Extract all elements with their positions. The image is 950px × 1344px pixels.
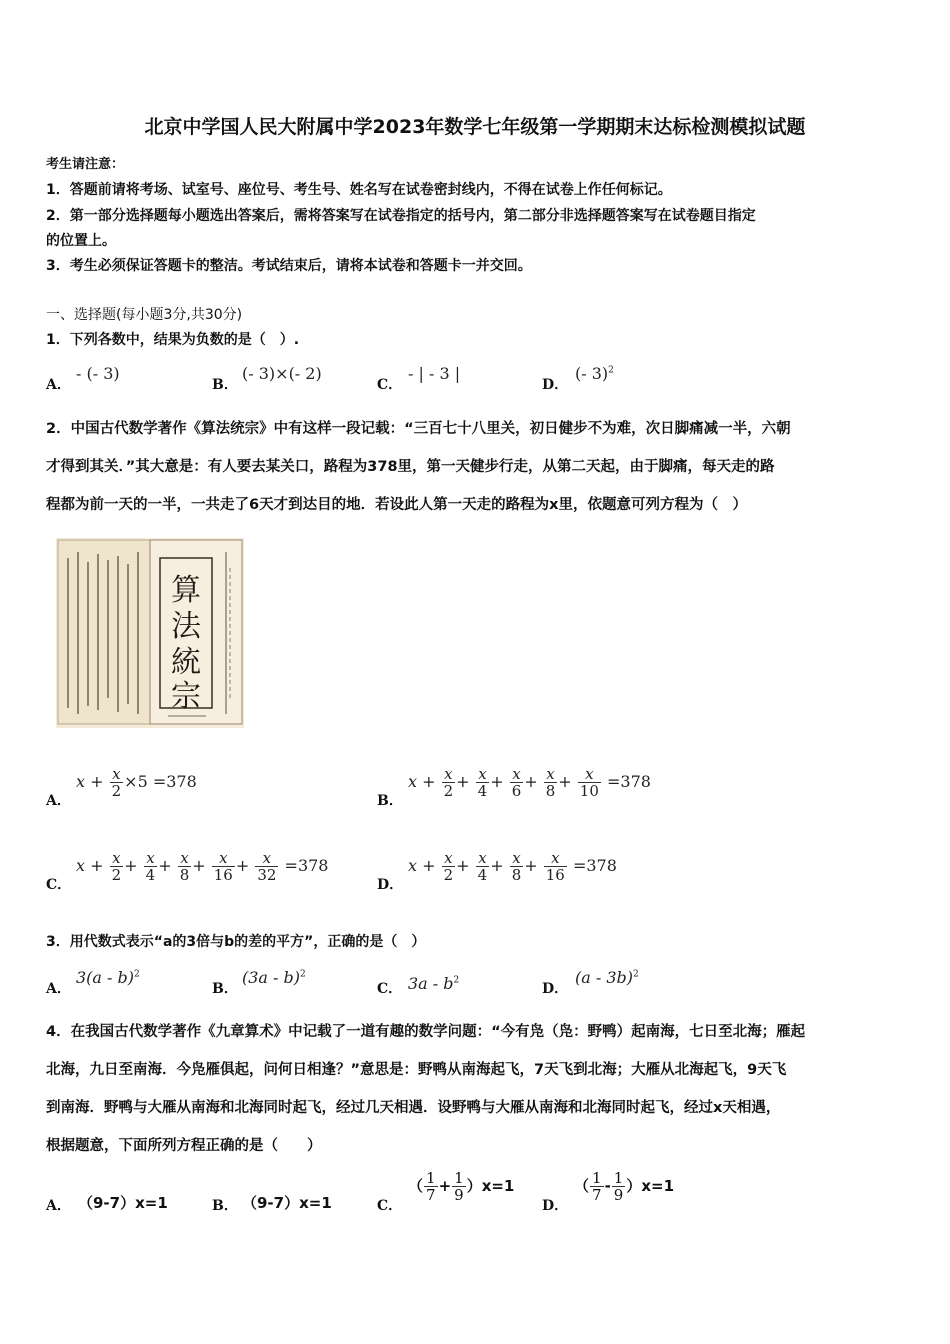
q3-option-a: 3(a - b)$^2$ (76, 968, 140, 987)
q3-stem: 3．用代数式表示“a的3倍与b的差的平方”，正确的是（ ） (46, 934, 426, 950)
notice-item-2-cont: 的位置上。 (46, 233, 116, 249)
book-title-char-2: 法 (171, 609, 201, 644)
q4-option-b-letter: B． (212, 1198, 238, 1214)
q1-option-c-letter: C． (377, 377, 403, 393)
q2-line-3: 程都为前一天的一半，一共走了6天才到达目的地．若设此人第一天走的路程为x里，依题意可列方程为（ ） (46, 497, 747, 513)
q4-line-1: 4．在我国古代数学著作《九章算术》中记载了一道有趣的数学问题：“今有凫（凫：野鸭）起南海，七日至北海；雁起 (46, 1024, 806, 1040)
section-heading: 一、选择题(每小题3分,共30分) (46, 307, 243, 323)
q2-option-c: x + $\frac{x}{2}$ + $\frac{x}{4}$ + $\frac{x}{8}$ + $\frac{x}{16}$ + $\frac{x}{32}$ =378 (76, 849, 329, 884)
q4-option-d: （ $\frac{1}{7}$ - $\frac{1}{9}$ ）x=1 (574, 1169, 675, 1204)
book-title-char-1: 算 (171, 573, 201, 608)
q1-option-a: - (- 3) (76, 364, 120, 383)
q2-option-a-letter: A． (46, 793, 71, 809)
notice-item-1: 1．答题前请将考场、试室号、座位号、考生号、姓名写在试卷密封线内，不得在试卷上作任何标记。 (46, 182, 672, 198)
q3-option-d-letter: D． (542, 981, 569, 997)
q1-option-b: (- 3)×(- 2) (242, 364, 322, 383)
q4-line-3: 到南海．野鸭与大雁从南海和北海同时起飞，经过几天相遇．设野鸭与大雁从南海和北海同时起飞，经过x天相遇， (46, 1100, 781, 1116)
q1-option-a-letter: A． (46, 377, 71, 393)
q4-stem (46, 1013, 906, 1165)
q2-option-c-letter: C． (46, 877, 72, 893)
q4-option-c-letter: C． (377, 1198, 403, 1214)
q2-option-b-letter: B． (377, 793, 403, 809)
q3-option-a-letter: A． (46, 981, 71, 997)
q3-option-c-letter: C． (377, 981, 403, 997)
q4-option-c: （ $\frac{1}{7}$ + $\frac{1}{9}$ ）x=1 (408, 1169, 515, 1204)
q4-line-2: 北海，九日至南海．今凫雁俱起，问何日相逢？”意思是：野鸭从南海起飞，7天飞到北海；大雁从北海起飞，9天飞 (46, 1062, 787, 1078)
q1-option-d: (- 3)$^2$ (575, 364, 614, 383)
notice-item-2: 2．第一部分选择题每小题选出答案后，需将答案写在试卷指定的括号内，第二部分非选择题答案写在试卷题目指定 (46, 208, 756, 224)
q3-option-d: (a - 3b)$^2$ (575, 968, 639, 987)
q1-option-c: - | - 3 | (408, 364, 461, 383)
notice-item-3: 3．考生必须保证答题卡的整洁。考试结束后，请将本试卷和答题卡一并交回。 (46, 258, 532, 274)
book-title-char-3: 統 (171, 645, 201, 680)
notice-heading: 考生请注意： (46, 157, 125, 172)
q2-line-2: 才得到其关．”其大意是：有人要去某关口，路程为378里，第一天健步行走，从第二天起，由于脚痛，每天走的路 (46, 459, 775, 475)
q2-option-b: x + $\frac{x}{2}$ + $\frac{x}{4}$ + $\frac{x}{6}$ + $\frac{x}{8}$ + $\frac{x}{10}$ =378 (408, 765, 651, 800)
q4-option-b: （9-7）x=1 (242, 1194, 332, 1212)
q1-stem: 1．下列各数中，结果为负数的是（ ）. (46, 332, 300, 348)
q2-option-a: x + $\frac{x}{2}$ ×5 =378 (76, 765, 197, 800)
q3-option-b: (3a - b)$^2$ (242, 968, 306, 987)
q2-line-1: 2．中国古代数学著作《算法统宗》中有这样一段记载：“三百七十八里关，初日健步不为难，次日脚痛减一半，六朝 (46, 421, 791, 437)
q2-option-d-letter: D． (377, 877, 404, 893)
suanfa-tongzong-book-image (56, 538, 244, 728)
q3-option-c: $3a - b^2$ (408, 974, 460, 993)
q2-option-d: x + $\frac{x}{2}$ + $\frac{x}{4}$ + $\frac{x}{8}$ + $\frac{x}{16}$ =378 (408, 849, 617, 884)
q4-option-a-letter: A． (46, 1198, 71, 1214)
book-title-char-4: 宗 (171, 679, 201, 714)
q4-option-d-letter: D． (542, 1198, 569, 1214)
q2-stem (46, 410, 906, 524)
page-title: 北京中学国人民大附属中学2023年数学七年级第一学期期末达标检测模拟试题 (144, 116, 806, 138)
q1-option-b-letter: B． (212, 377, 238, 393)
q4-line-4: 根据题意，下面所列方程正确的是（ ） (46, 1138, 322, 1154)
q1-option-d-letter: D． (542, 377, 569, 393)
q3-option-b-letter: B． (212, 981, 238, 997)
q4-option-a: （9-7）x=1 (78, 1194, 168, 1212)
